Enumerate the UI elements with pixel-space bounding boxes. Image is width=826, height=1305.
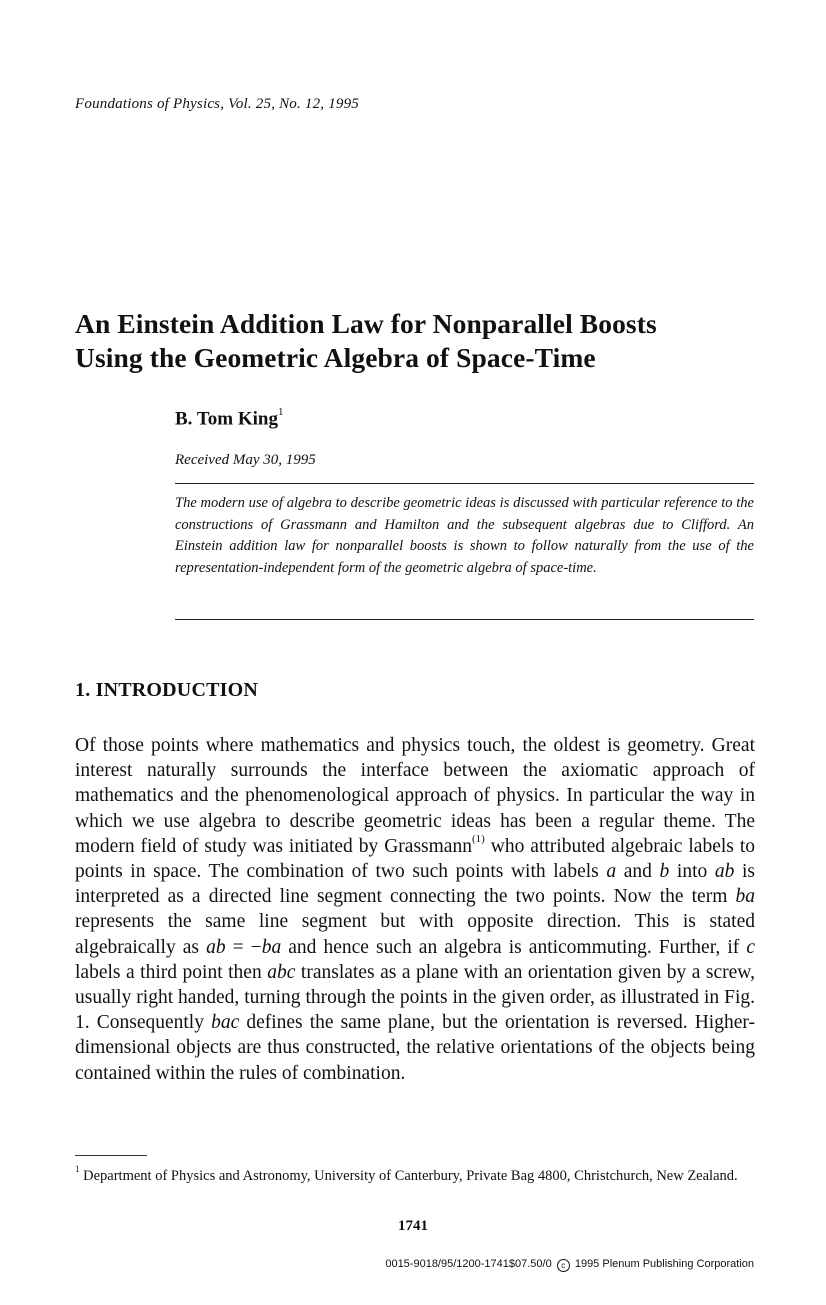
abstract-top-rule	[175, 483, 754, 484]
section-heading: 1. INTRODUCTION	[75, 679, 259, 701]
received-date: Received May 30, 1995	[175, 452, 316, 468]
text-run: and hence such an algebra is anticommuting. Further, if	[281, 936, 747, 958]
math-var: bac	[211, 1012, 240, 1034]
footnote-mark: 1	[75, 1164, 80, 1175]
math-var: abc	[267, 961, 296, 983]
text-run: translates as a plane with an orientation given by a screw, usually right handed, turning through the points in the given order, as illustrated in Fig. 1. Consequently	[75, 961, 755, 1034]
title-line-1: An Einstein Addition Law for Nonparallel Boosts	[75, 308, 657, 339]
text-run: Of those points where mathematics and physics touch, the oldest is geometry. Great interest naturally surrounds the interface between the axiomatic approach of mathematics and the phenomenological approach of physics. In particular the way in which we use algebra to describe geometric ideas has been a regular theme. The modern field of study was initiated by Grassmann	[75, 735, 755, 857]
copyright-line	[385, 1258, 754, 1272]
body-paragraph	[75, 733, 755, 1086]
article-code: 0015-9018/95/1200-1741$07.50/0	[385, 1258, 552, 1270]
title-line-2: Using the Geometric Algebra of Space-Time	[75, 342, 596, 373]
publisher: 1995 Plenum Publishing Corporation	[574, 1258, 754, 1270]
page-number: 1741	[398, 1218, 428, 1234]
footnote-rule	[75, 1155, 147, 1156]
math-var: ab	[714, 861, 735, 883]
text-run: represents the same line segment but with opposite direction. This is stated algebraically as	[75, 911, 755, 958]
text-run: labels a third point then	[75, 961, 268, 983]
math-var: c	[746, 936, 755, 958]
text-run: into	[669, 861, 715, 883]
text-run: who attributed algebraic labels to points in space. The combination of two such points with labels	[75, 835, 755, 883]
math-var: a	[606, 861, 617, 883]
abstract-bottom-rule	[175, 619, 754, 620]
footnote	[75, 1166, 755, 1187]
journal-citation: Foundations of Physics, Vol. 25, No. 12, 1995	[75, 96, 359, 112]
abstract: The modern use of algebra to describe geometric ideas is discussed with particular reference to the constructions of Grassmann and Hamilton and the subsequent algebras due to Clifford. An Einstein addition law for nonparallel boosts is shown to follow naturally from the use of the representation-independent form of the geometric algebra of space-time.	[175, 495, 754, 576]
author	[175, 408, 283, 430]
footnote-text: Department of Physics and Astronomy, University of Canterbury, Private Bag 4800, Christchurch, New Zealand.	[79, 1168, 738, 1184]
text-run: and	[616, 861, 660, 883]
author-name: B. Tom King	[175, 408, 278, 430]
math-var: ba	[261, 936, 282, 958]
reference-mark: (1)	[471, 833, 485, 846]
author-footnote-mark: 1	[277, 406, 284, 418]
math-var: ab	[206, 936, 226, 958]
text-run: defines the same plane, but the orientation is reversed. Higher-dimensional objects are thus constructed, the relative orientations of the objects being contained within the rules of combination.	[75, 1012, 755, 1084]
article-title	[75, 307, 775, 375]
text-run: is interpreted as a directed line segment connecting the two points. Now the term	[75, 861, 756, 908]
math-var: b	[659, 861, 670, 883]
math-operator: = −	[225, 936, 262, 958]
math-var: ba	[735, 886, 755, 908]
copyright-icon: c	[557, 1259, 570, 1272]
